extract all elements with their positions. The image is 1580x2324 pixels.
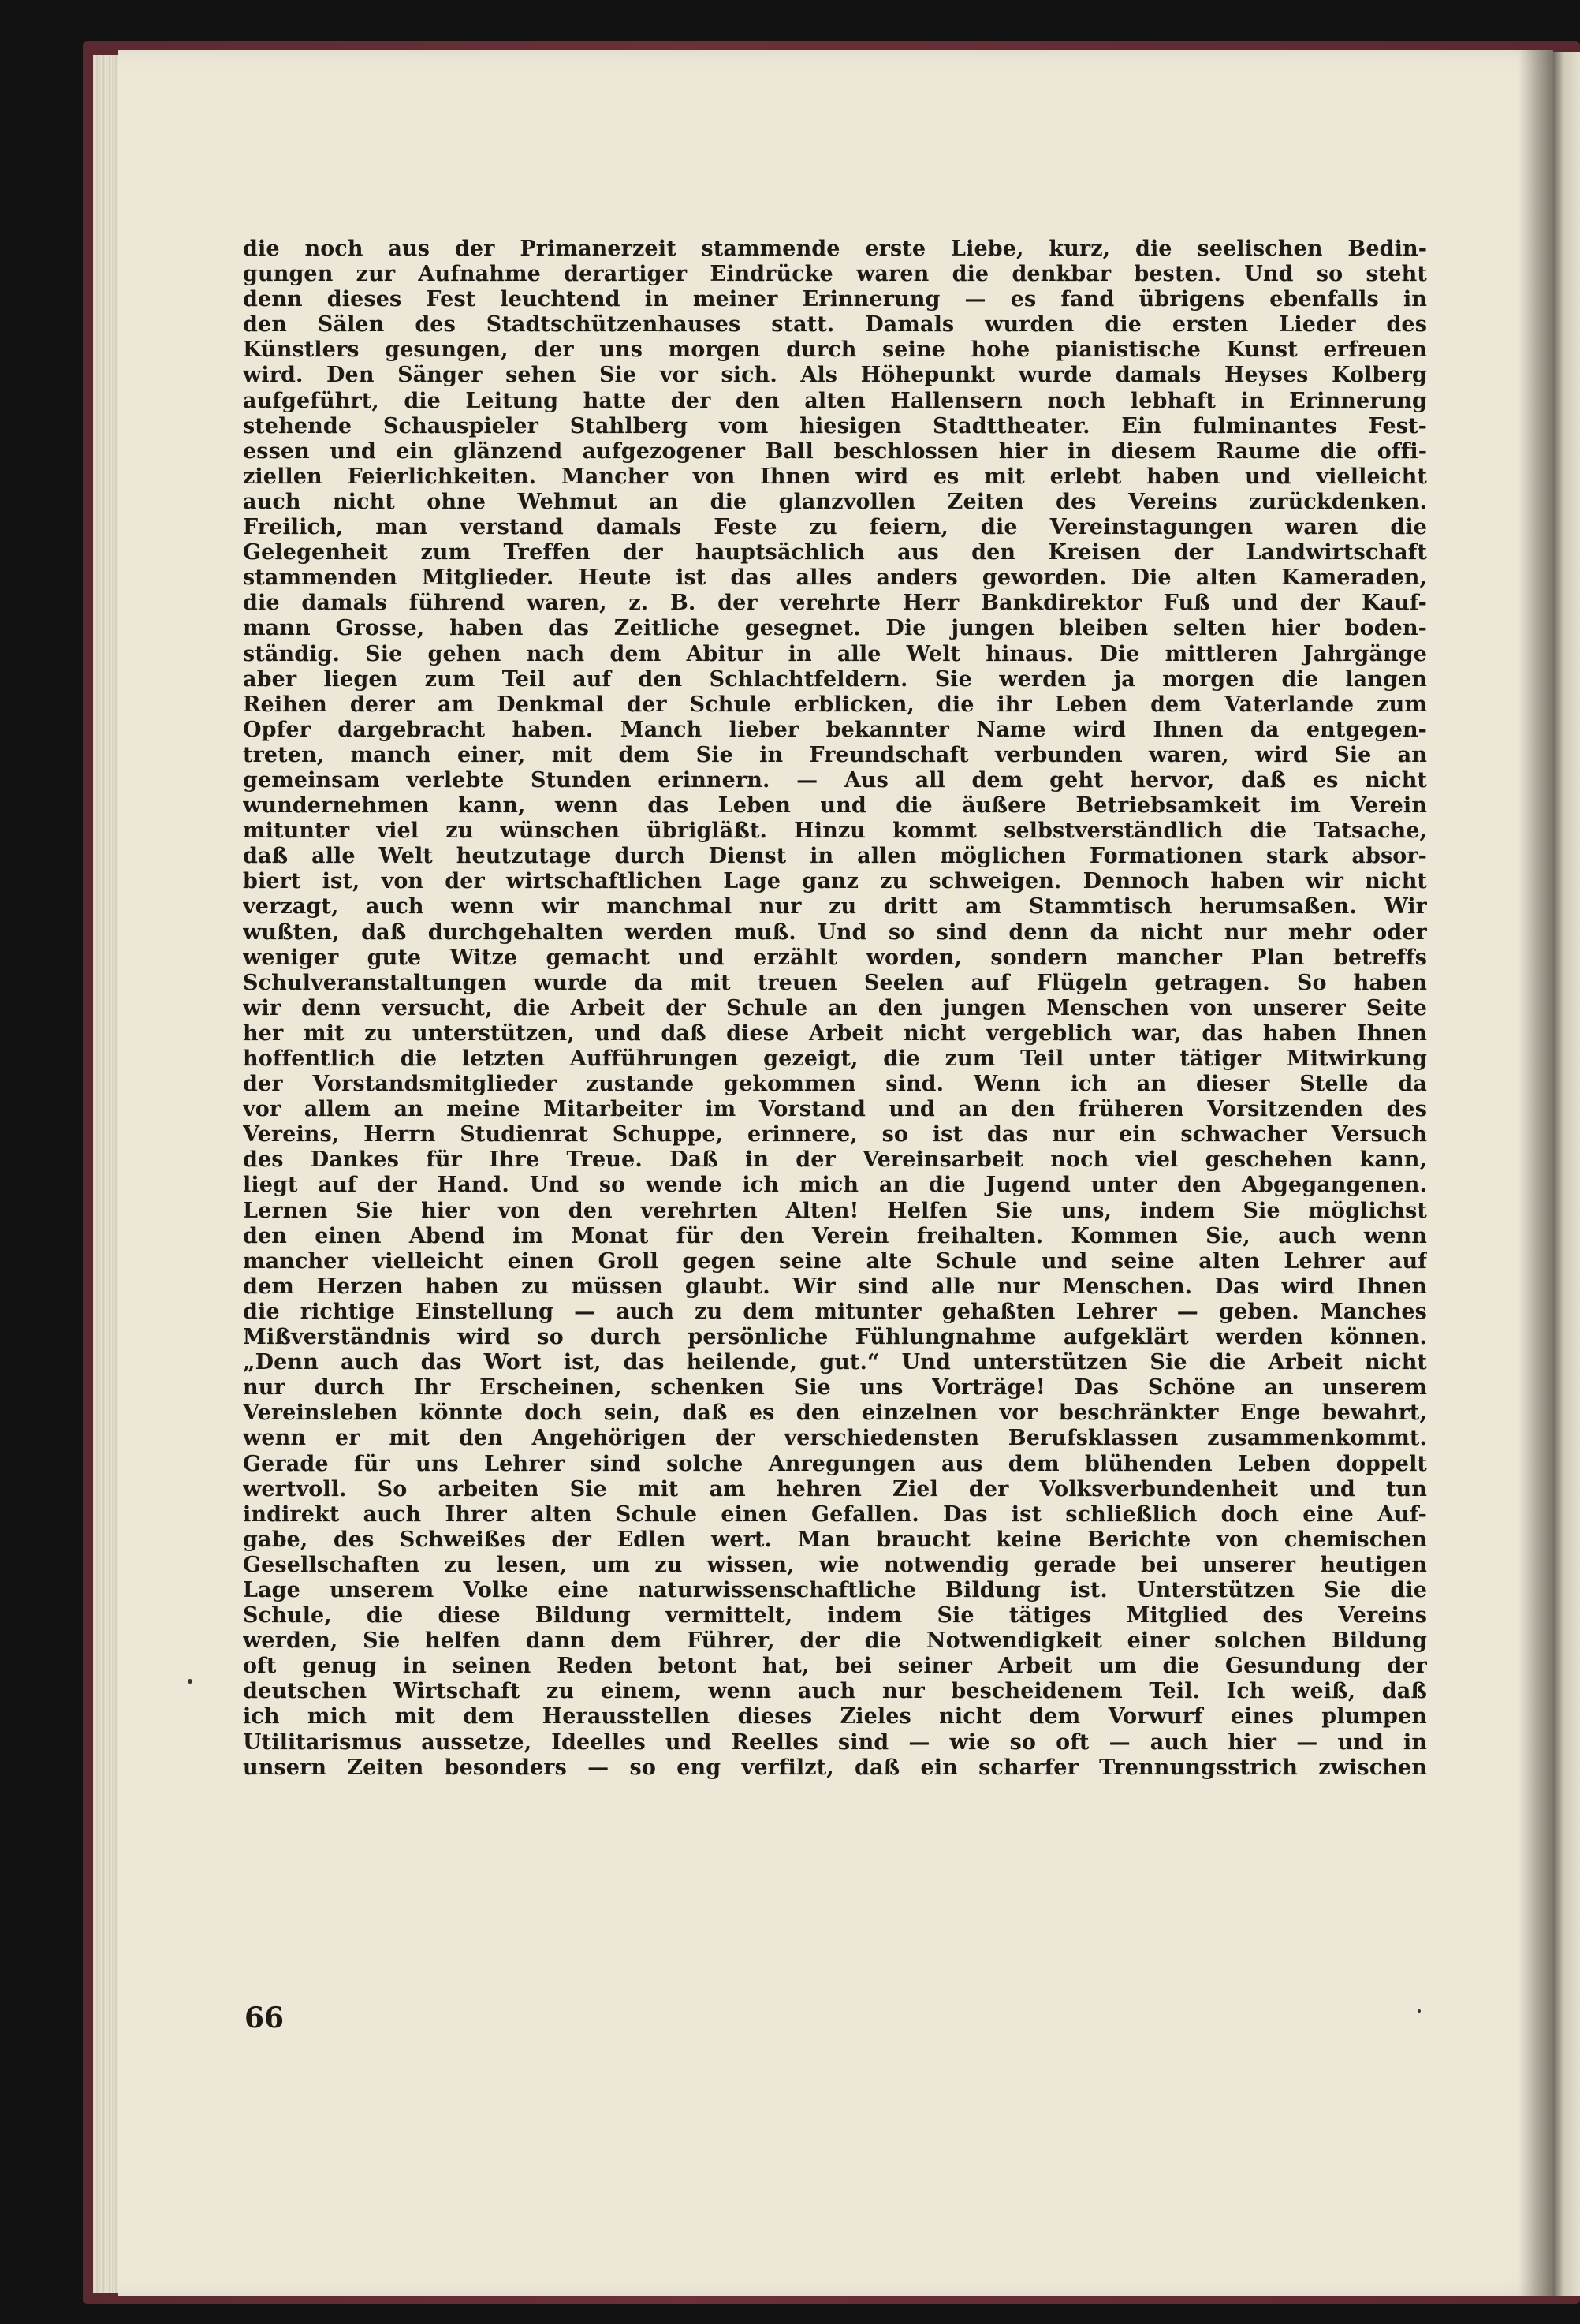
text-line: Schule, die diese Bildung vermittelt, indem Sie tätiges Mitglied des Vereins (243, 1603, 1427, 1628)
text-line: Lage unserem Volke eine naturwissenschaftliche Bildung ist. Unterstützen Sie die (243, 1577, 1427, 1602)
text-line: mann Grosse, haben das Zeitliche gesegnet. Die jungen bleiben selten hier boden- (243, 616, 1427, 641)
text-line: die damals führend waren, z. B. der verehrte Herr Bankdirektor Fuß und der Kauf- (243, 591, 1427, 616)
text-line: Gelegenheit zum Treffen der hauptsächlich aus den Kreisen der Landwirtschaft (243, 540, 1427, 565)
text-line: Schulveranstaltungen wurde da mit treuen Seelen auf Flügeln getragen. So haben (243, 970, 1427, 995)
text-line: Utilitarismus aussetze, Ideelles und Reelles sind — wie so oft — auch hier — und in (243, 1729, 1427, 1755)
text-line: denn dieses Fest leuchtend in meiner Erinnerung — es fand übrigens ebenfalls in (243, 287, 1427, 312)
text-line: wird. Den Sänger sehen Sie vor sich. Als Höhepunkt wurde damals Heyses Kolberg (243, 363, 1427, 388)
text-line: ziellen Feierlichkeiten. Mancher von Ihnen wird es mit erlebt haben und vielleicht (243, 464, 1427, 489)
text-line: Mißverständnis wird so durch persönliche Fühlungnahme aufgeklärt werden können. (243, 1325, 1427, 1350)
gutter-shadow (1519, 50, 1553, 2296)
text-line: liegt auf der Hand. Und so wende ich mich an die Jugend unter den Abgegangenen. (243, 1173, 1427, 1198)
text-line: wundernehmen kann, wenn das Leben und die äußere Betriebsamkeit im Verein (243, 793, 1427, 819)
text-line: wußten, daß durchgehalten werden muß. Und so sind denn da nicht nur mehr oder (243, 920, 1427, 945)
text-line: essen und ein glänzend aufgezogener Ball beschlossen hier in diesem Raume die offi- (243, 438, 1427, 464)
text-line: auch nicht ohne Wehmut an die glanzvollen Zeiten des Vereins zurückdenken. (243, 489, 1427, 514)
page-number: 66 (244, 2001, 285, 2035)
text-line: Vereinsleben könnte doch sein, daß es den einzelnen vor beschränkter Enge bewahrt, (243, 1401, 1427, 1426)
text-line: indirekt auch Ihrer alten Schule einen Gefallen. Das ist schließlich doch eine Auf- (243, 1501, 1427, 1527)
text-line: stehende Schauspieler Stahlberg vom hiesigen Stadttheater. Ein fulminantes Fest- (243, 413, 1427, 438)
text-line: mitunter viel zu wünschen übrigläßt. Hinzu kommt selbstverständlich die Tatsache, (243, 819, 1427, 844)
text-line: treten, manch einer, mit dem Sie in Freundschaft verbunden waren, wird Sie an (243, 742, 1427, 767)
text-line: deutschen Wirtschaft zu einem, wenn auch nur bescheidenem Teil. Ich weiß, daß (243, 1679, 1427, 1704)
text-line: die noch aus der Primanerzeit stammende erste Liebe, kurz, die seelischen Bedin- (243, 237, 1427, 261)
text-line: gemeinsam verlebte Stunden erinnern. — Aus all dem geht hervor, daß es nicht (243, 767, 1427, 793)
text-line: Opfer dargebracht haben. Manch lieber bekannter Name wird Ihnen da entgegen- (243, 717, 1427, 742)
text-line: ich mich mit dem Herausstellen dieses Zieles nicht dem Vorwurf eines plumpen (243, 1704, 1427, 1729)
text-line: weniger gute Witze gemacht und erzählt worden, sondern mancher Plan betreffs (243, 945, 1427, 970)
text-line: Freilich, man verstand damals Feste zu feiern, die Vereinstagungen waren die (243, 515, 1427, 540)
text-line: gabe, des Schweißes der Edlen wert. Man braucht keine Berichte von chemischen (243, 1527, 1427, 1552)
text-line: stammenden Mitglieder. Heute ist das alles anders geworden. Die alten Kameraden, (243, 565, 1427, 591)
text-line: den Sälen des Stadtschützenhauses statt. Damals wurden die ersten Lieder des (243, 312, 1427, 338)
text-line: Lernen Sie hier von den verehrten Alten! Helfen Sie uns, indem Sie möglichst (243, 1198, 1427, 1223)
text-line: aber liegen zum Teil auf den Schlachtfeldern. Sie werden ja morgen die langen (243, 666, 1427, 692)
text-line: Gerade für uns Lehrer sind solche Anregungen aus dem blühenden Leben doppelt (243, 1451, 1427, 1476)
text-line: verzagt, auch wenn wir manchmal nur zu dritt am Stammtisch herumsaßen. Wir (243, 894, 1427, 920)
text-line: Künstlers gesungen, der uns morgen durch seine hohe pianistische Kunst erfreuen (243, 338, 1427, 363)
text-line: her mit zu unterstützen, und daß diese Arbeit nicht vergeblich war, das haben Ihnen (243, 1020, 1427, 1046)
text-line: des Dankes für Ihre Treue. Daß in der Vereinsarbeit noch viel geschehen kann, (243, 1147, 1427, 1173)
facing-page-edge (1553, 52, 1580, 2296)
text-line: wertvoll. So arbeiten Sie mit am hehren Ziel der Volksverbundenheit und tun (243, 1476, 1427, 1501)
text-line: ständig. Sie gehen nach dem Abitur in alle Welt hinaus. Die mittleren Jahrgänge (243, 641, 1427, 666)
body-text (243, 237, 1427, 1781)
text-line: biert ist, von der wirtschaftlichen Lage ganz zu schweigen. Dennoch haben wir nicht (243, 869, 1427, 894)
text-line: den einen Abend im Monat für den Verein freihalten. Kommen Sie, auch wenn (243, 1223, 1427, 1248)
text-line: Vereins, Herrn Studienrat Schuppe, erinnere, so ist das nur ein schwacher Versuch (243, 1122, 1427, 1147)
text-line: mancher vielleicht einen Groll gegen seine alte Schule und seine alten Lehrer auf (243, 1248, 1427, 1274)
text-line: werden, Sie helfen dann dem Führer, der die Notwendigkeit einer solchen Bildung (243, 1628, 1427, 1654)
text-line: Reihen derer am Denkmal der Schule erblicken, die ihr Leben dem Vaterlande zum (243, 692, 1427, 717)
text-line: unsern Zeiten besonders — so eng verfilzt, daß ein scharfer Trennungsstrich zwischen (243, 1755, 1427, 1780)
text-line: der Vorstandsmitglieder zustande gekommen sind. Wenn ich an dieser Stelle da (243, 1072, 1427, 1097)
text-line: hoffentlich die letzten Aufführungen gezeigt, die zum Teil unter tätiger Mitwirkung (243, 1046, 1427, 1071)
text-line: dem Herzen haben zu müssen glaubt. Wir sind alle nur Menschen. Das wird Ihnen (243, 1274, 1427, 1299)
text-line: nur durch Ihr Erscheinen, schenken Sie uns Vorträge! Das Schöne an unserem (243, 1375, 1427, 1401)
text-line: „Denn auch das Wort ist, das heilende, gut.“ Und unterstützen Sie die Arbeit nicht (243, 1350, 1427, 1375)
text-line: die richtige Einstellung — auch zu dem mitunter gehaßten Lehrer — geben. Manches (243, 1299, 1427, 1324)
margin-speck (188, 1679, 192, 1684)
text-line: vor allem an meine Mitarbeiter im Vorstand und an den früheren Vorsitzenden des (243, 1097, 1427, 1122)
text-line: Gesellschaften zu lesen, um zu wissen, wie notwendig gerade bei unserer heutigen (243, 1552, 1427, 1577)
text-line: gungen zur Aufnahme derartiger Eindrücke waren die denkbar besten. Und so steht (243, 262, 1427, 287)
text-line: daß alle Welt heutzutage durch Dienst in allen möglichen Formationen stark absor- (243, 844, 1427, 869)
text-line: oft genug in seinen Reden betont hat, bei seiner Arbeit um die Gesundung der (243, 1654, 1427, 1679)
text-line: wenn er mit den Angehörigen der verschiedensten Berufsklassen zusammenkommt. (243, 1426, 1427, 1451)
text-line: aufgeführt, die Leitung hatte der den alten Hallensern noch lebhaft in Erinnerung (243, 388, 1427, 413)
margin-speck (1418, 2009, 1421, 2013)
text-line: wir denn versucht, die Arbeit der Schule an den jungen Menschen von unserer Seite (243, 995, 1427, 1020)
